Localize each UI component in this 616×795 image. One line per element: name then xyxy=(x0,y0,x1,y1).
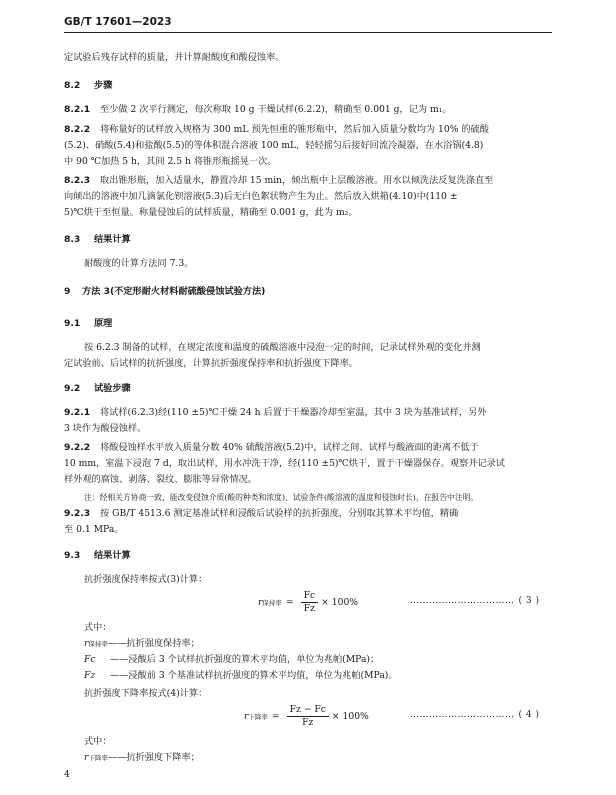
section-8-2 xyxy=(64,80,112,92)
clause-text: 将酸侵蚀样水平放入质量分数 40% 硫酸溶液(5.2)中，试样之间、试样与酸液面的距离不低于 xyxy=(100,442,479,453)
paragraph-line: 定试验后残存试样的质量，并计算耐酸度和酸侵蚀率。 xyxy=(64,52,285,63)
clause-line: 至 0.1 MPa。 xyxy=(64,524,124,535)
clause-9-2-3 xyxy=(64,508,458,520)
clause-line: 3 块作为酸侵蚀样。 xyxy=(64,423,147,434)
formula-3-leader: …………………………… ( 3 ) xyxy=(410,596,540,606)
clause-number: 9.2.3 xyxy=(64,508,91,519)
clause-line: 样外观的腐蚀、剥落、裂纹、膨胀等异常情况。 xyxy=(64,474,257,485)
equals-sign: = xyxy=(271,711,280,722)
paragraph-line: 按 6.2.3 制备的试样，在规定浓度和温度的硫酸溶液中浸泡一定的时间，记录试样外观的变化并测 xyxy=(84,342,481,353)
section-title: 试验步骤 xyxy=(94,383,131,394)
clause-text: 按 GB/T 4513.6 测定基准试样和浸酸后试验样的抗折强度，分别取其算术平均值，精确 xyxy=(100,508,459,519)
definition-r-keep: r保持率——抗折强度保持率； xyxy=(84,638,200,649)
clause-text: 将试样(6.2.3)经(110 ±5)℃干燥 24 h 后置于干燥器冷却至室温，其中 3 块为基准试样，另外 xyxy=(100,407,487,418)
where-label: 式中： xyxy=(84,622,112,633)
section-number: 9.2 xyxy=(64,383,81,394)
clause-text: 至少做 2 次平行测定，每次称取 10 g 干燥试样(6.2.2)，精确至 0.001 g，记为 m₁。 xyxy=(100,104,452,115)
definition-r-drop: r下降率——抗折强度下降率； xyxy=(84,752,200,763)
page-number: 4 xyxy=(64,770,70,780)
section-title: 方法 3(不定形耐火材料耐硫酸侵蚀试验方法) xyxy=(82,286,266,297)
times-percent: × 100% xyxy=(321,597,359,608)
clause-line: 中 90 ℃加热 5 h，其间 2.5 h 将锥形瓶摇晃一次。 xyxy=(64,156,277,167)
numerator: Fz − Fc xyxy=(287,704,329,717)
clause-9-2-1 xyxy=(64,407,486,419)
section-title: 结果计算 xyxy=(94,234,131,245)
clause-line: (5.2)、硝酸(5.4)和盐酸(5.5)的等体积混合溶液 100 mL，轻轻摇匀后接好回流冷凝器，在水浴锅(4.8) xyxy=(64,140,484,151)
section-number: 8.2 xyxy=(64,80,81,91)
clause-number: 8.2.3 xyxy=(64,175,91,186)
section-title: 结果计算 xyxy=(94,550,131,561)
clause-8-2-1 xyxy=(64,104,452,116)
section-9-1 xyxy=(64,318,112,330)
clause-text: 将称量好的试样放入规格为 300 mL 预先恒重的锥形瓶中，然后加入质量分数均为 10% 的硫酸 xyxy=(100,124,489,135)
denominator: Fz xyxy=(302,717,314,728)
paragraph-line: 抗折强度下降率按式(4)计算： xyxy=(84,688,208,699)
equals-sign: = xyxy=(285,597,294,608)
fraction xyxy=(287,704,329,729)
section-9 xyxy=(64,286,265,298)
section-title: 步骤 xyxy=(94,80,113,91)
where-label: 式中： xyxy=(84,736,112,747)
clause-number: 9.2.2 xyxy=(64,442,91,453)
clause-text: 取出锥形瓶，加入适量水，静置冷却 15 min，倾出瓶中上层酸溶液。用水以倾洗法反复洗涤直至 xyxy=(100,175,494,186)
definition-fz: Fz ——浸酸前 3 个基准试样抗折强度的算术平均值，单位为兆帕(MPa)。 xyxy=(84,670,398,681)
formula-lhs: r下降率 xyxy=(244,711,268,722)
clause-line: 10 mm，室温下浸泡 7 d，取出试样，用水冲洗干净，经(110 ±5)℃烘干，置于干燥器保存。观察并记录试 xyxy=(64,458,505,469)
formula-number: ( 4 ) xyxy=(518,710,540,720)
standard-code: GB/T 17601—2023 xyxy=(64,16,172,28)
section-9-2 xyxy=(64,383,131,395)
section-number: 9 xyxy=(64,286,71,297)
paragraph-line: 定试验前、后试样的抗折强度，计算抗折强度保持率和抗折强度下降率。 xyxy=(64,358,358,369)
clause-line: 5)℃烘干至恒量。称量侵蚀后的试样质量，精确至 0.001 g，此为 m₂。 xyxy=(64,207,358,218)
section-number: 8.3 xyxy=(64,234,81,245)
paragraph-line: 耐酸度的计算方法同 7.3。 xyxy=(84,258,194,269)
clause-9-2-2 xyxy=(64,442,479,454)
clause-line: 向倾出的溶液中加几滴氯化钡溶液(5.3)后无白色絮状物产生为止。然后放入烘箱(4.10)中(110 ± xyxy=(64,191,458,202)
paragraph-line: 抗折强度保持率按式(3)计算： xyxy=(84,574,208,585)
formula-number: ( 3 ) xyxy=(518,596,540,606)
section-8-3 xyxy=(64,234,131,246)
clause-8-2-2 xyxy=(64,124,489,136)
section-title: 原理 xyxy=(94,318,113,329)
clause-8-2-3 xyxy=(64,175,493,187)
formula-3 xyxy=(258,590,358,615)
denominator: Fz xyxy=(303,603,315,614)
times-percent: × 100% xyxy=(331,711,369,722)
section-9-3 xyxy=(64,550,131,562)
formula-lhs: r保持率 xyxy=(258,597,282,608)
clause-number: 8.2.2 xyxy=(64,124,91,135)
fraction xyxy=(301,590,319,615)
clause-number: 8.2.1 xyxy=(64,104,91,115)
formula-4 xyxy=(244,704,369,729)
note: 注：经相关方协商一致，能改变侵蚀介质(酸的种类和浓度)、试验条件(酸溶液的温度和侵蚀时长)，在报告中注明。 xyxy=(84,493,479,502)
header-rule xyxy=(64,32,552,33)
clause-number: 9.2.1 xyxy=(64,407,91,418)
definition-fc: Fc ——浸酸后 3 个试样抗折强度的算术平均值，单位为兆帕(MPa)； xyxy=(84,654,380,665)
section-number: 9.3 xyxy=(64,550,81,561)
numerator: Fc xyxy=(301,590,319,603)
section-number: 9.1 xyxy=(64,318,81,329)
formula-4-leader: …………………………… ( 4 ) xyxy=(410,710,540,720)
